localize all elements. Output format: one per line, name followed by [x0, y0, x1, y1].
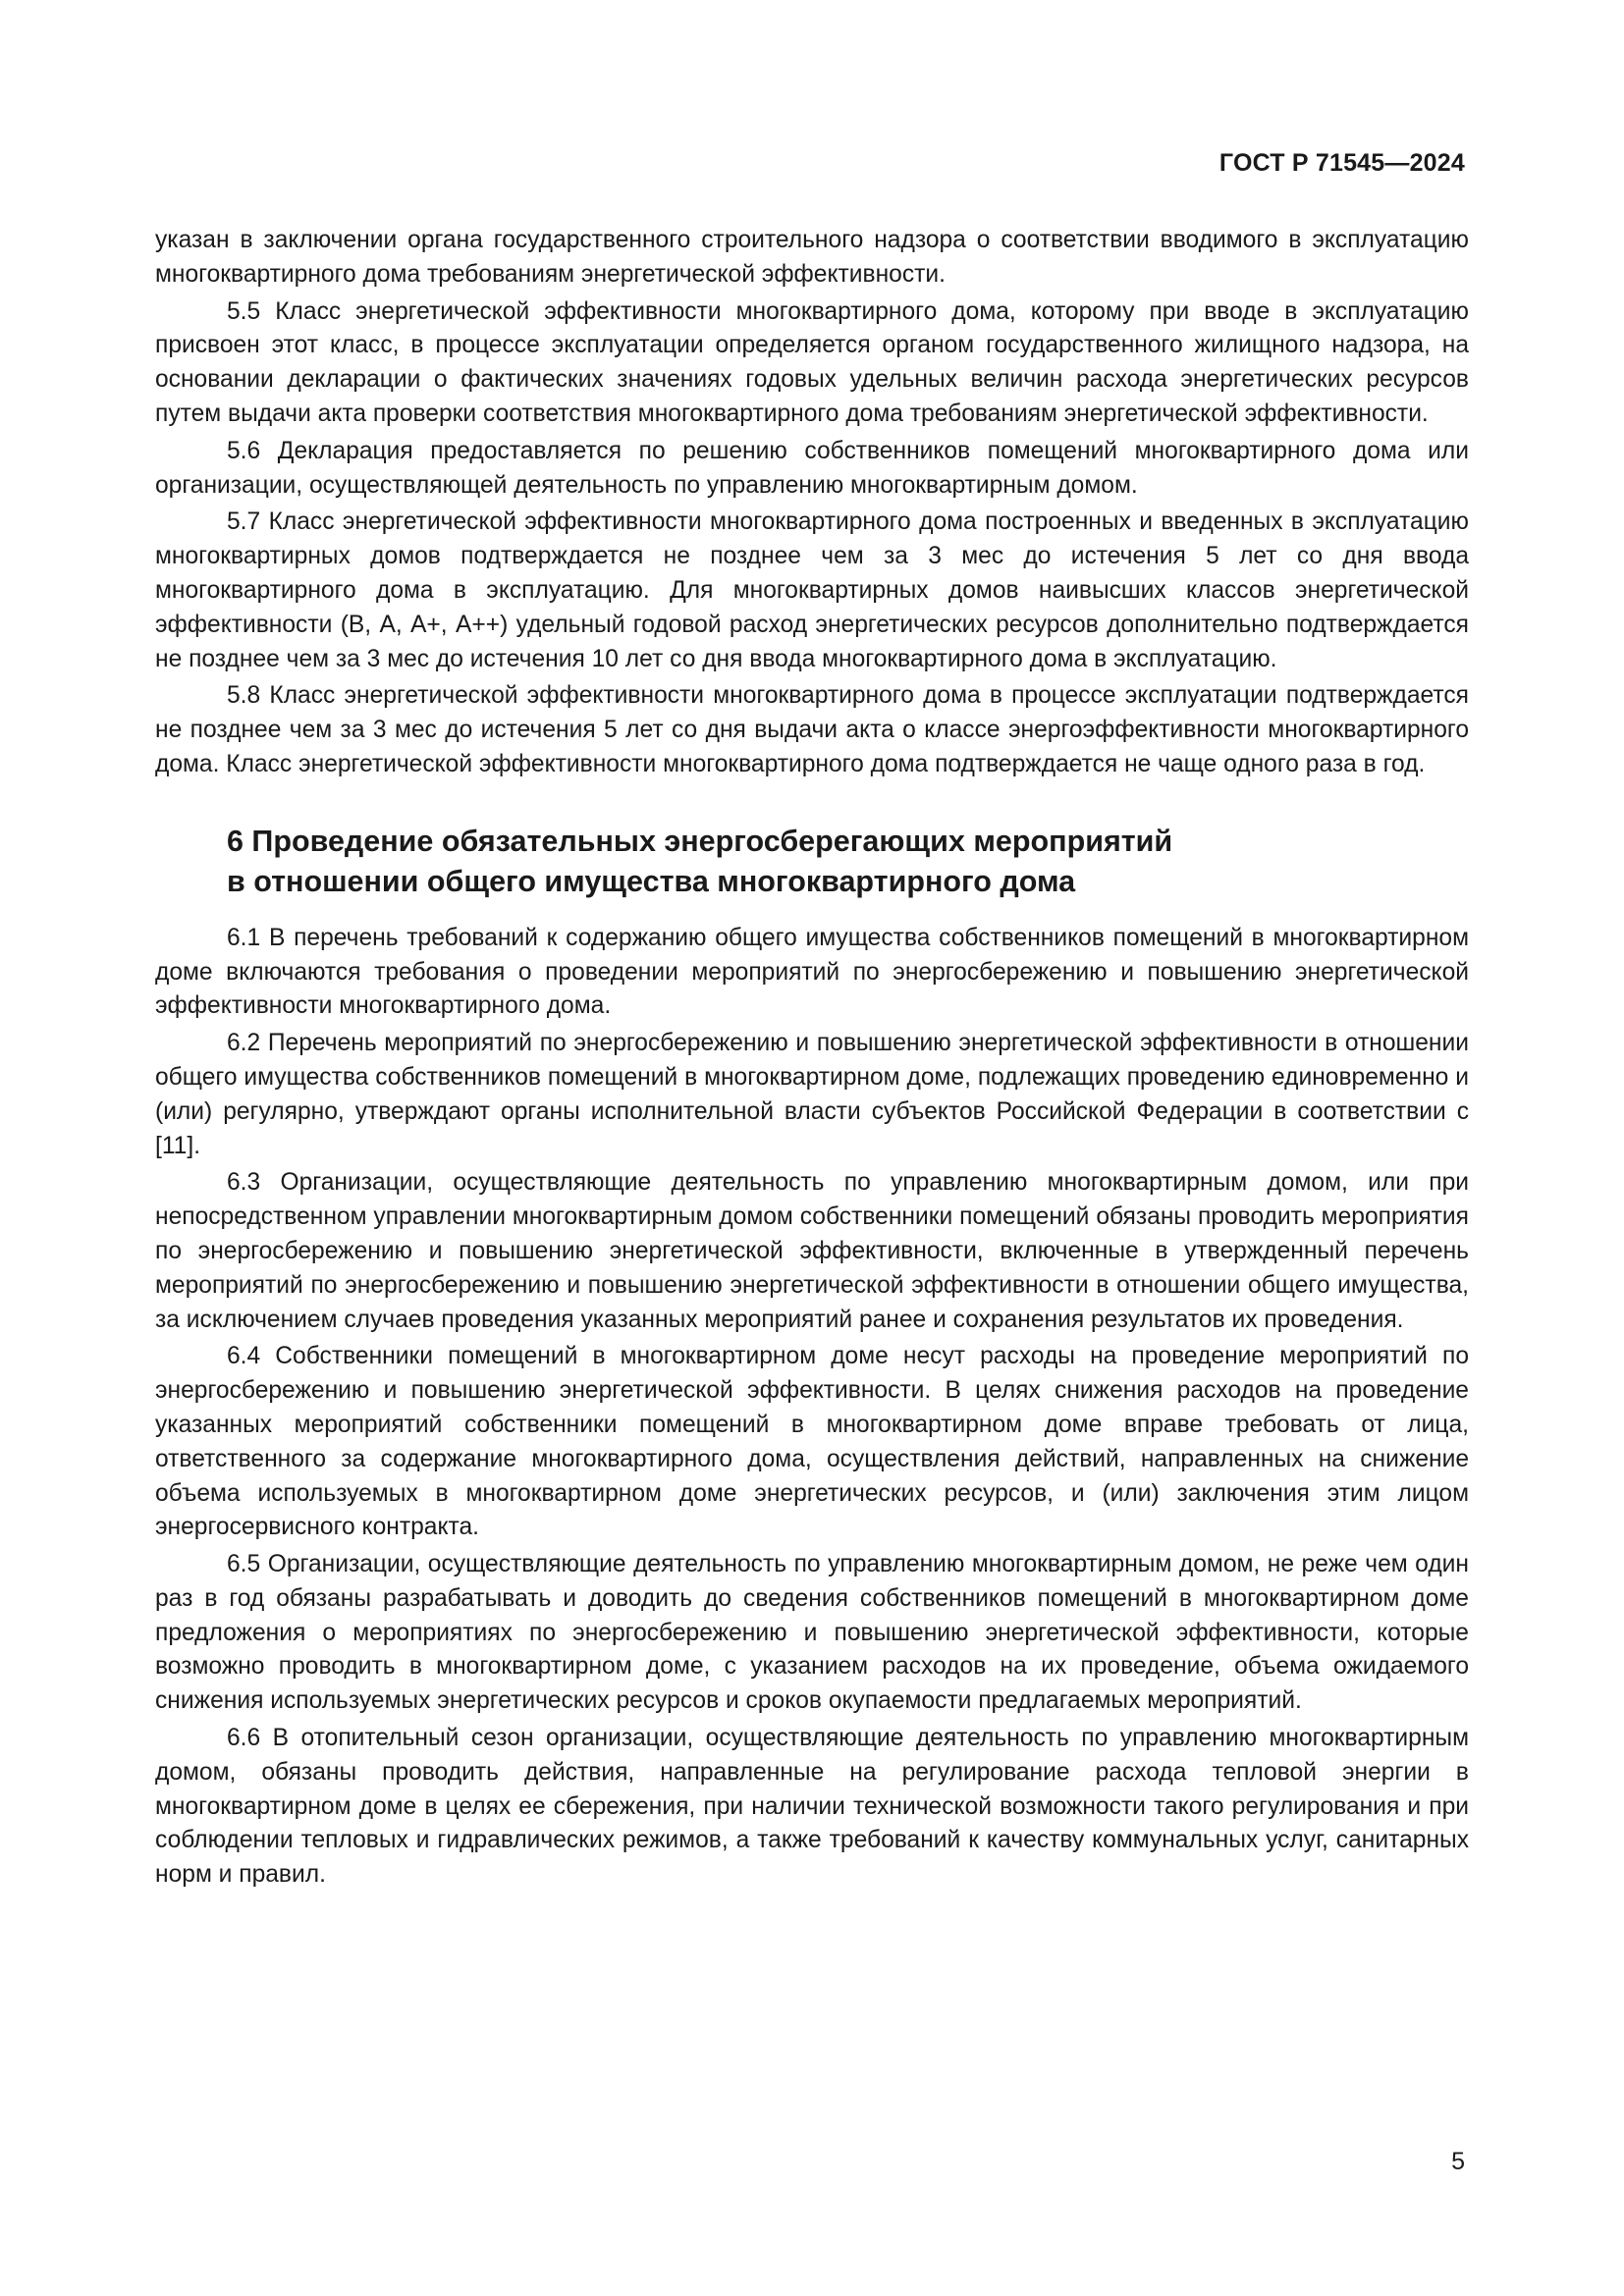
section-title-line-1: 6 Проведение обязательных энергосберегающих мероприятий — [227, 824, 1173, 858]
document-body — [155, 224, 1469, 1896]
clause-5-6: 5.6 Декларация предоставляется по решению собственников помещений многоквартирного дома или организации, осуществляющей деятельность по управлению многоквартирным домом. — [155, 437, 1469, 499]
standard-code-header: ГОСТ Р 71545—2024 — [1218, 149, 1465, 177]
clause-5-5: 5.5 Класс энергетической эффективности многоквартирного дома, которому при вводе в эксплуатацию присвоен этот класс, в процессе эксплуатации определяется органом государственного жилищного надзора, на основании декларации о фактических значениях годовых удельных величин расхода энергетических ресурсов путем выдачи акта проверки соответствия многоквартирного дома требованиям энергетической эффективности. — [155, 297, 1469, 427]
clause-6-2: 6.2 Перечень мероприятий по энергосбережению и повышению энергетической эффективности в отношении общего имущества собственников помещений в многоквартирном доме, подлежащих проведению единовременно и (или) регулярно, утверждают органы исполнительной власти субъектов Российской Федерации в соответствии с [11]. — [155, 1030, 1469, 1159]
page-number: 5 — [1451, 2148, 1465, 2175]
clause-5-7: 5.7 Класс энергетической эффективности многоквартирного дома построенных и введенных в эксплуатацию многоквартирных домов подтверждается не позднее чем за 3 мес до истечения 5 лет со дня ввода многоквартирного дома в эксплуатацию. Для многоквартирных домов наивысших классов энергетической эффективности (В, А, А+, А++) удельный годовой расход энергетических ресурсов дополнительно подтверждается не позднее чем за 3 мес до истечения 10 лет со дня ввода многоквартирного дома в эксплуатацию. — [155, 508, 1469, 672]
clause-5-8: 5.8 Класс энергетической эффективности многоквартирного дома в процессе эксплуатации подтверждается не позднее чем за 3 мес до истечения 5 лет со дня выдачи акта о классе энергоэффективности многоквартирного дома. Класс энергетической эффективности многоквартирного дома подтверждается не чаще одного раза в год. — [155, 682, 1469, 777]
paragraph-continuation: указан в заключении органа государственного строительного надзора о соответствии вводимого в эксплуатацию многоквартирного дома требованиям энергетической эффективности. — [155, 227, 1469, 288]
clause-6-1: 6.1 В перечень требований к содержанию общего имущества собственников помещений в многоквартирном доме включаются требования о проведении мероприятий по энергосбережению и повышению энергетической эффективности многоквартирного дома. — [155, 924, 1469, 1020]
clause-6-6: 6.6 В отопительный сезон организации, осуществляющие деятельность по управлению многоквартирным домом, обязаны проводить действия, направленные на регулирование расхода тепловой энергии в многоквартирном доме в целях ее сбережения, при наличии технической возможности такого регулирования и при соблюдении тепловых и гидравлических режимов, а также требований к качеству коммунальных услуг, санитарных норм и правил. — [155, 1725, 1469, 1889]
clause-6-5: 6.5 Организации, осуществляющие деятельность по управлению многоквартирным домом, не реже чем один раз в год обязаны разрабатывать и доводить до сведения собственников помещений в многоквартирном доме предложения о мероприятиях по энергосбережению и повышению энергетической эффективности, которые возможно проводить в многоквартирном доме, с указанием расходов на их проведение, объема ожидаемого снижения используемых энергетических ресурсов и сроков окупаемости предлагаемых мероприятий. — [155, 1551, 1469, 1715]
clause-6-3: 6.3 Организации, осуществляющие деятельность по управлению многоквартирным домом, или при непосредственном управлении многоквартирным домом собственники помещений обязаны проводить мероприятия по энергосбережению и повышению энергетической эффективности, включенные в утвержденный перечень мероприятий по энергосбережению и повышению энергетической эффективности в отношении общего имущества, за исключением случаев проведения указанных мероприятий ранее и сохранения результатов их проведения. — [155, 1169, 1469, 1333]
section-title-line-2: в отношении общего имущества многоквартирного дома — [227, 864, 1076, 898]
section-6-heading — [227, 822, 1469, 902]
clause-6-4: 6.4 Собственники помещений в многоквартирном доме несут расходы на проведение мероприятий по энергосбережению и повышению энергетической эффективности. В целях снижения расходов на проведение указанных мероприятий собственники помещений в многоквартирном доме вправе требовать от лица, ответственного за содержание многоквартирного дома, осуществления действий, направленных на снижение объема используемых в многоквартирном доме энергетических ресурсов, и (или) заключения этим лицом энергосервисного контракта. — [155, 1343, 1469, 1541]
